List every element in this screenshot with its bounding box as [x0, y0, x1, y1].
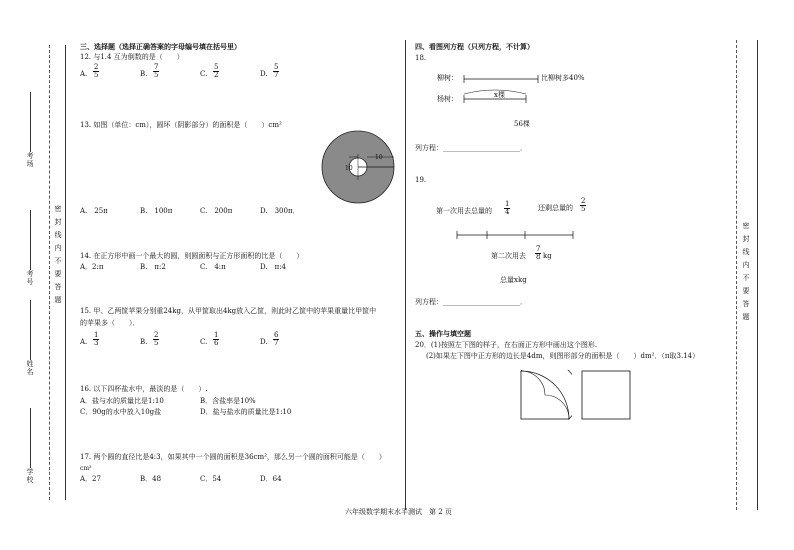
q15-option-c-letter[interactable]: C.: [200, 338, 208, 346]
q17-option-c[interactable]: C．54: [200, 475, 222, 483]
q17-option-a[interactable]: A．27: [80, 475, 101, 483]
fraction-numerator: 2: [94, 63, 99, 71]
q12-option-d-letter[interactable]: D.: [260, 70, 268, 78]
q18-x-label: x棵: [494, 91, 505, 99]
q19-equation[interactable]: 列方程：______________________．: [415, 298, 527, 306]
q20-line1: 20．(1)按照左下图的样子，在右面正方形中画出这个图形.: [415, 341, 598, 349]
q15-option-c-fraction: [213, 332, 219, 347]
q19-segment-diagram: [455, 228, 575, 242]
page-footer: 六年级数学期末水平测试 第 2 页: [345, 508, 452, 516]
fraction-numerator: 7: [154, 63, 159, 71]
fraction-denominator: 7: [274, 339, 279, 347]
fraction-denominator: 2: [214, 71, 219, 79]
section5-title: 五、操作与填空题: [415, 329, 471, 338]
q12-option-c-letter[interactable]: C.: [200, 70, 208, 78]
fraction-numerator: 7: [536, 245, 541, 253]
q14-option-d[interactable]: D. π:4: [260, 263, 287, 271]
q17-stem-line2: cm²: [80, 465, 92, 472]
q19-first-text: 第一次用去总量的: [436, 207, 492, 215]
q18-number: 18.: [415, 54, 427, 62]
q13-option-c[interactable]: C. 200π: [200, 207, 233, 215]
q12-option-a-letter[interactable]: A.: [80, 70, 88, 78]
q14-option-a[interactable]: A．2:π: [80, 263, 104, 271]
seal-notice-right: 密封线内不要答题: [742, 222, 750, 326]
q18-equation[interactable]: 列方程：______________________．: [415, 144, 527, 152]
q16-option-b[interactable]: B．含盐率是10%: [200, 397, 256, 405]
q14-option-b[interactable]: B. π:2: [140, 263, 166, 271]
section3-title: 三、选择题（选择正确答案的字母编号填在括号里）: [80, 42, 241, 51]
q18-total: 56棵: [514, 120, 530, 128]
fraction-numerator: 1: [214, 331, 219, 339]
q19-remain-text: 还剩总量的: [538, 204, 573, 212]
q20-line2: (2)如果左下图中正方形的边长是4dm，则图形部分的面积是（ ）dm²．（π取3.14）: [426, 352, 700, 360]
q16-option-d[interactable]: D．盐与盐水的质量比是1:10: [200, 408, 292, 416]
q19-number: 19.: [415, 176, 427, 184]
q17-option-d[interactable]: D．64: [260, 475, 282, 483]
fraction-denominator: 5: [94, 71, 99, 79]
exam-number-field[interactable]: [30, 210, 31, 270]
q19-total: 总量xkg: [500, 276, 527, 284]
q13-inner-dim-label: 10: [345, 165, 353, 172]
q15-stem-line2: 的苹果多（ ）．: [80, 319, 140, 327]
fraction-denominator: 3: [94, 339, 99, 347]
section4-title: 四、看图列方程（只列方程，不计算）: [415, 42, 534, 51]
exam-room-field[interactable]: [30, 92, 31, 152]
name-label: 姓名: [26, 360, 34, 376]
fraction-denominator: 5: [154, 71, 159, 79]
exam-room-label: 考场: [26, 152, 34, 168]
q19-second-fraction: [535, 246, 541, 261]
q20-blank-square[interactable]: [581, 370, 633, 420]
q15-stem-line1: 15. 甲、乙两筐苹果分别重24kg，从甲筐取出4kg放入乙筐，则此时乙筐中的苹果重量比甲筐中: [80, 307, 377, 315]
q15-option-a-letter[interactable]: A.: [80, 338, 88, 346]
q19-first-fraction: [504, 201, 510, 216]
q12-option-a-fraction: [93, 64, 99, 79]
school-field[interactable]: [30, 408, 31, 468]
q19-second-unit: kg: [543, 252, 552, 260]
binding-line-right-outer: [757, 40, 758, 510]
q15-option-d-letter[interactable]: D.: [260, 338, 268, 346]
q14-option-c[interactable]: C. 4:π: [200, 263, 226, 271]
q16-stem: 16. 以下四杯盐水中，最淡的是（ ）.: [80, 385, 208, 393]
exam-number-label: 考号: [26, 270, 34, 286]
q16-option-c[interactable]: C．90g的水中放入10g盐: [80, 408, 162, 416]
fraction-denominator: 8: [536, 253, 541, 261]
q13-option-d[interactable]: D. 300π．: [260, 207, 300, 215]
q17-option-b[interactable]: B．48: [140, 475, 162, 483]
fraction-numerator: 5: [214, 63, 219, 71]
binding-line-right: [736, 40, 737, 510]
fraction-denominator: 5: [154, 339, 159, 347]
fraction-numerator: 2: [581, 197, 586, 205]
q13-ring-figure: [320, 129, 400, 209]
fraction-denominator: 7: [274, 71, 279, 79]
q15-option-d-fraction: [273, 332, 279, 347]
q12-stem: 12. 与1.4 互为倒数的是（ ）: [80, 53, 184, 61]
q18-willow-label: 柳树：: [437, 74, 458, 82]
binding-line-outer: [49, 45, 50, 500]
q12-option-c-fraction: [213, 64, 219, 79]
q17-stem-line1: 17. 两个圆的直径比是4:3，如果其中一个圆的面积是36cm²，那么另一个圆的面积可能是（ ）: [80, 453, 386, 461]
q20-example-figure: [520, 370, 572, 420]
fraction-denominator: 4: [505, 208, 510, 216]
fraction-denominator: 6: [214, 339, 219, 347]
name-field[interactable]: [30, 300, 31, 360]
q19-remain-fraction: [580, 198, 586, 213]
fraction-numerator: 6: [274, 331, 279, 339]
fraction-numerator: 1: [505, 200, 510, 208]
q12-option-b-letter[interactable]: B.: [140, 70, 148, 78]
q13-outer-dim-label: 10: [375, 154, 383, 161]
binding-line-inner: [65, 45, 66, 500]
q18-more-note: 比柳树多40%: [541, 74, 585, 82]
q12-option-d-fraction: [273, 64, 279, 79]
fraction-numerator: 2: [154, 331, 159, 339]
q12-option-b-fraction: [153, 64, 159, 79]
fraction-numerator: 5: [274, 63, 279, 71]
q18-poplar-label: 杨树：: [437, 95, 458, 103]
fraction-numerator: 1: [94, 331, 99, 339]
q18-segment-diagram: [460, 70, 540, 106]
q15-option-b-fraction: [153, 332, 159, 347]
q19-second-text: 第二次用去: [491, 252, 526, 260]
q15-option-b-letter[interactable]: B.: [140, 338, 148, 346]
q14-stem: 14. 在正方形中画一个最大的圆，则圆面积与正方形面积的比是（ ）: [80, 252, 304, 260]
q13-stem: 13. 如图（单位：cm），圆环（阴影部分）的面积是（ ）cm²: [80, 121, 282, 129]
q13-option-a[interactable]: A. 25π: [80, 207, 108, 215]
column-divider: [405, 40, 406, 510]
q15-option-a-fraction: [93, 332, 99, 347]
q16-option-a[interactable]: A．盐与水的质量比是1:10: [80, 397, 164, 405]
fraction-denominator: 5: [581, 205, 586, 213]
school-label: 学校: [26, 468, 34, 484]
seal-notice-left: 密封线内不要答题: [54, 205, 62, 309]
q13-option-b[interactable]: B. 100π: [140, 207, 173, 215]
